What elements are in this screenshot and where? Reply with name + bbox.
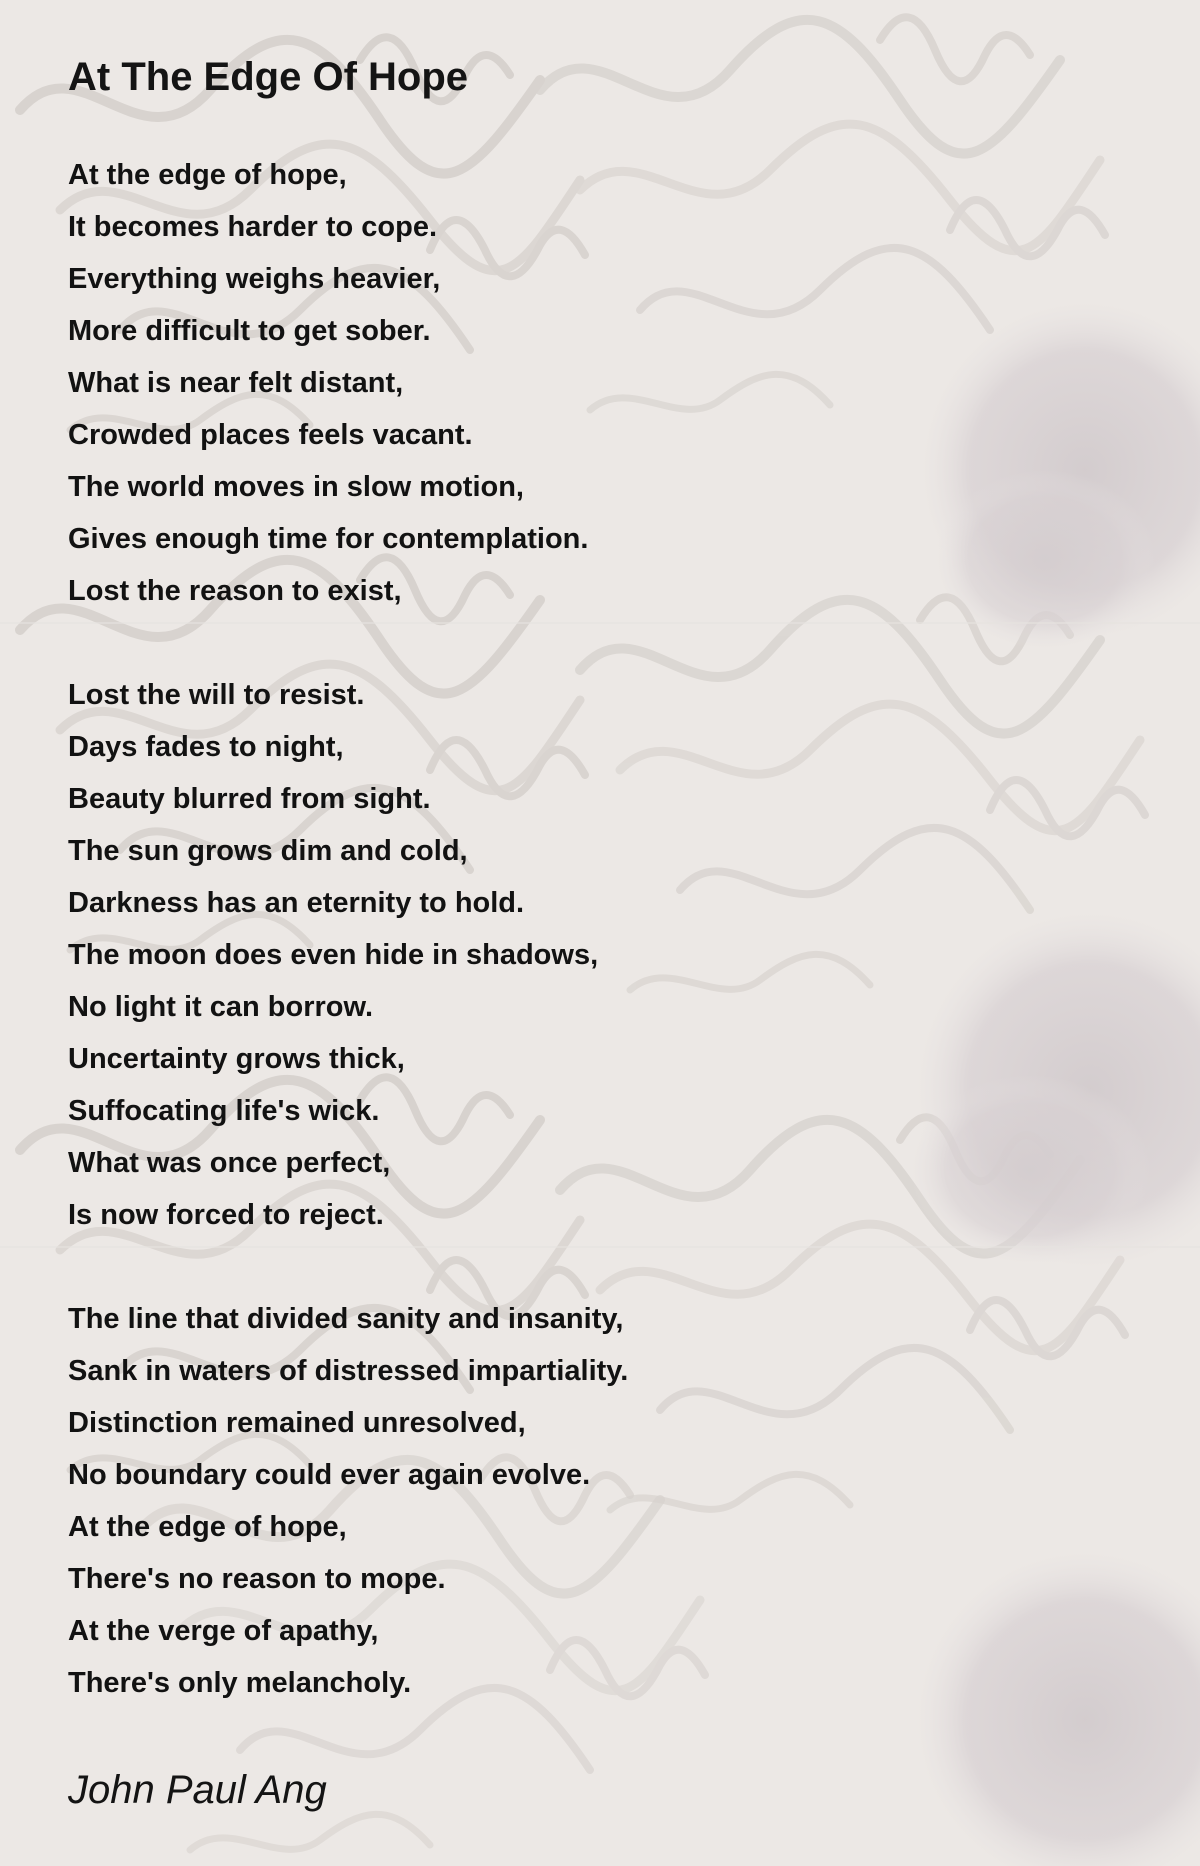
poem-line: At the edge of hope, bbox=[68, 159, 347, 191]
poem-line: There's only melancholy. bbox=[68, 1667, 412, 1699]
poem-line: No light it can borrow. bbox=[68, 991, 374, 1023]
poem-line: The moon does even hide in shadows, bbox=[68, 939, 599, 971]
poem-line: The line that divided sanity and insanity, bbox=[68, 1303, 624, 1335]
poem bbox=[68, 48, 1068, 1709]
poem-line: Sank in waters of distressed impartiality. bbox=[68, 1355, 629, 1387]
poem-line: The world moves in slow motion, bbox=[68, 471, 524, 503]
poem-author: John Paul Ang bbox=[68, 1768, 327, 1812]
poem-line: No boundary could ever again evolve. bbox=[68, 1459, 591, 1491]
poem-line: More difficult to get sober. bbox=[68, 315, 431, 347]
stanza-1 bbox=[68, 149, 1068, 617]
poem-line: Lost the will to resist. bbox=[68, 679, 365, 711]
stanza-2 bbox=[68, 669, 1068, 1241]
poem-line: Beauty blurred from sight. bbox=[68, 783, 431, 815]
poem-line: Darkness has an eternity to hold. bbox=[68, 887, 525, 919]
poem-line: Gives enough time for contemplation. bbox=[68, 523, 589, 555]
poem-line: It becomes harder to cope. bbox=[68, 211, 438, 243]
poem-title: At The Edge Of Hope bbox=[68, 55, 468, 99]
poem-line: Distinction remained unresolved, bbox=[68, 1407, 526, 1439]
poem-line: Everything weighs heavier, bbox=[68, 263, 441, 295]
poem-line: The sun grows dim and cold, bbox=[68, 835, 468, 867]
poem-line: Suffocating life's wick. bbox=[68, 1095, 380, 1127]
poem-line: Uncertainty grows thick, bbox=[68, 1043, 405, 1075]
poem-line: At the edge of hope, bbox=[68, 1511, 347, 1543]
poem-line: What was once perfect, bbox=[68, 1147, 391, 1179]
poem-line: At the verge of apathy, bbox=[68, 1615, 379, 1647]
stanza-3 bbox=[68, 1293, 1068, 1709]
poem-line: Is now forced to reject. bbox=[68, 1199, 384, 1231]
poem-line: What is near felt distant, bbox=[68, 367, 404, 399]
poem-line: Crowded places feels vacant. bbox=[68, 419, 473, 451]
poem-line: Days fades to night, bbox=[68, 731, 344, 763]
poem-line: Lost the reason to exist, bbox=[68, 575, 402, 607]
poem-line: There's no reason to mope. bbox=[68, 1563, 446, 1595]
